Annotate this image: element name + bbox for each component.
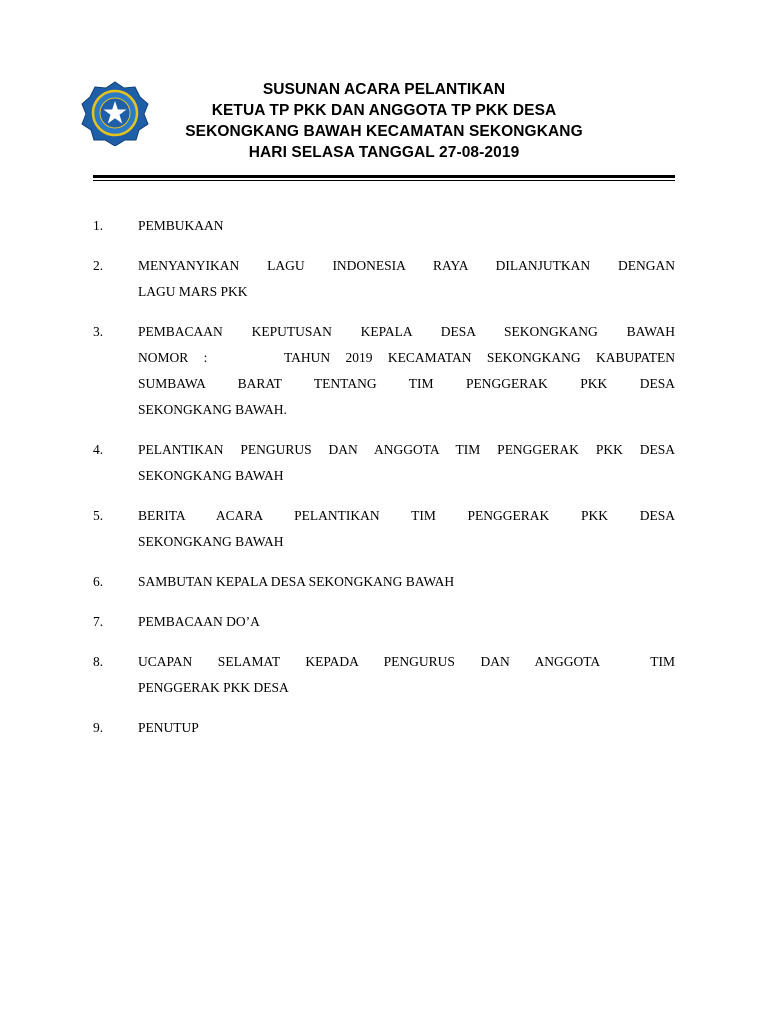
list-item (93, 715, 675, 741)
header-title: SUSUNAN ACARA PELANTIKAN (262, 81, 506, 98)
header-divider-thin (93, 180, 675, 181)
list-item-text (138, 437, 675, 489)
list-item-line: SEKONGKANG BAWAH. (138, 402, 287, 417)
list-item-number: 4. (93, 442, 104, 457)
list-item-line: SEKONGKANG BAWAH (138, 468, 284, 483)
list-item-line: MENYANYIKAN LAGU INDONESIA RAYA DILANJUTKAN DENGAN (138, 258, 675, 273)
list-item-text (138, 609, 675, 635)
header-subtitle: KETUA TP PKK DAN ANGGOTA TP PKK DESA (211, 102, 557, 119)
list-item-line: UCAPAN SELAMAT KEPADA PENGURUS DAN ANGGOTA TIM (138, 654, 675, 669)
list-item-line: SAMBUTAN KEPALA DESA SEKONGKANG BAWAH (138, 574, 455, 589)
list-item-number: 6. (93, 574, 104, 589)
list-item-text (138, 213, 675, 239)
list-item-number: 8. (93, 654, 104, 669)
list-item-number: 7. (93, 614, 104, 629)
pkk-emblem-icon (80, 80, 150, 146)
list-item-line: PENGGERAK PKK DESA (138, 680, 289, 695)
header-date: HARI SELASA TANGGAL 27-08-2019 (248, 144, 520, 161)
list-item (93, 437, 675, 489)
list-item (93, 253, 675, 305)
list-item-text (138, 569, 675, 595)
list-item-text (138, 503, 675, 555)
list-item-line: SUMBAWA BARAT TENTANG TIM PENGGERAK PKK DESA (138, 376, 675, 391)
list-item-line: SEKONGKANG BAWAH (138, 534, 284, 549)
list-item-line: PENUTUP (138, 720, 199, 735)
list-item-text (138, 649, 675, 701)
list-item-line: PEMBACAAN DO’A (138, 614, 260, 629)
list-item (93, 649, 675, 701)
list-item-number: 5. (93, 508, 104, 523)
list-item (93, 319, 675, 423)
header-divider-thick (93, 175, 675, 178)
list-item-line: LAGU MARS PKK (138, 284, 248, 299)
list-item (93, 213, 675, 239)
document-header (150, 79, 618, 163)
list-item-line: PEMBUKAAN (138, 218, 224, 233)
list-item-number: 1. (93, 218, 104, 233)
list-item-number: 2. (93, 258, 104, 273)
list-item-text (138, 715, 675, 741)
list-item-text (138, 319, 675, 423)
list-item-number: 9. (93, 720, 104, 735)
list-item (93, 569, 675, 595)
list-item (93, 609, 675, 635)
agenda-list (93, 213, 675, 755)
list-item-text (138, 253, 675, 305)
list-item-line: BERITA ACARA PELANTIKAN TIM PENGGERAK PKK DESA (138, 508, 675, 523)
list-item-number: 3. (93, 324, 104, 339)
list-item-line: PELANTIKAN PENGURUS DAN ANGGOTA TIM PENGGERAK PKK DESA (138, 442, 675, 457)
list-item-line: PEMBACAAN KEPUTUSAN KEPALA DESA SEKONGKANG BAWAH (138, 324, 675, 339)
list-item-line: NOMOR : TAHUN 2019 KECAMATAN SEKONGKANG KABUPATEN (138, 350, 675, 365)
list-item (93, 503, 675, 555)
header-location: SEKONGKANG BAWAH KECAMATAN SEKONGKANG (185, 123, 583, 140)
